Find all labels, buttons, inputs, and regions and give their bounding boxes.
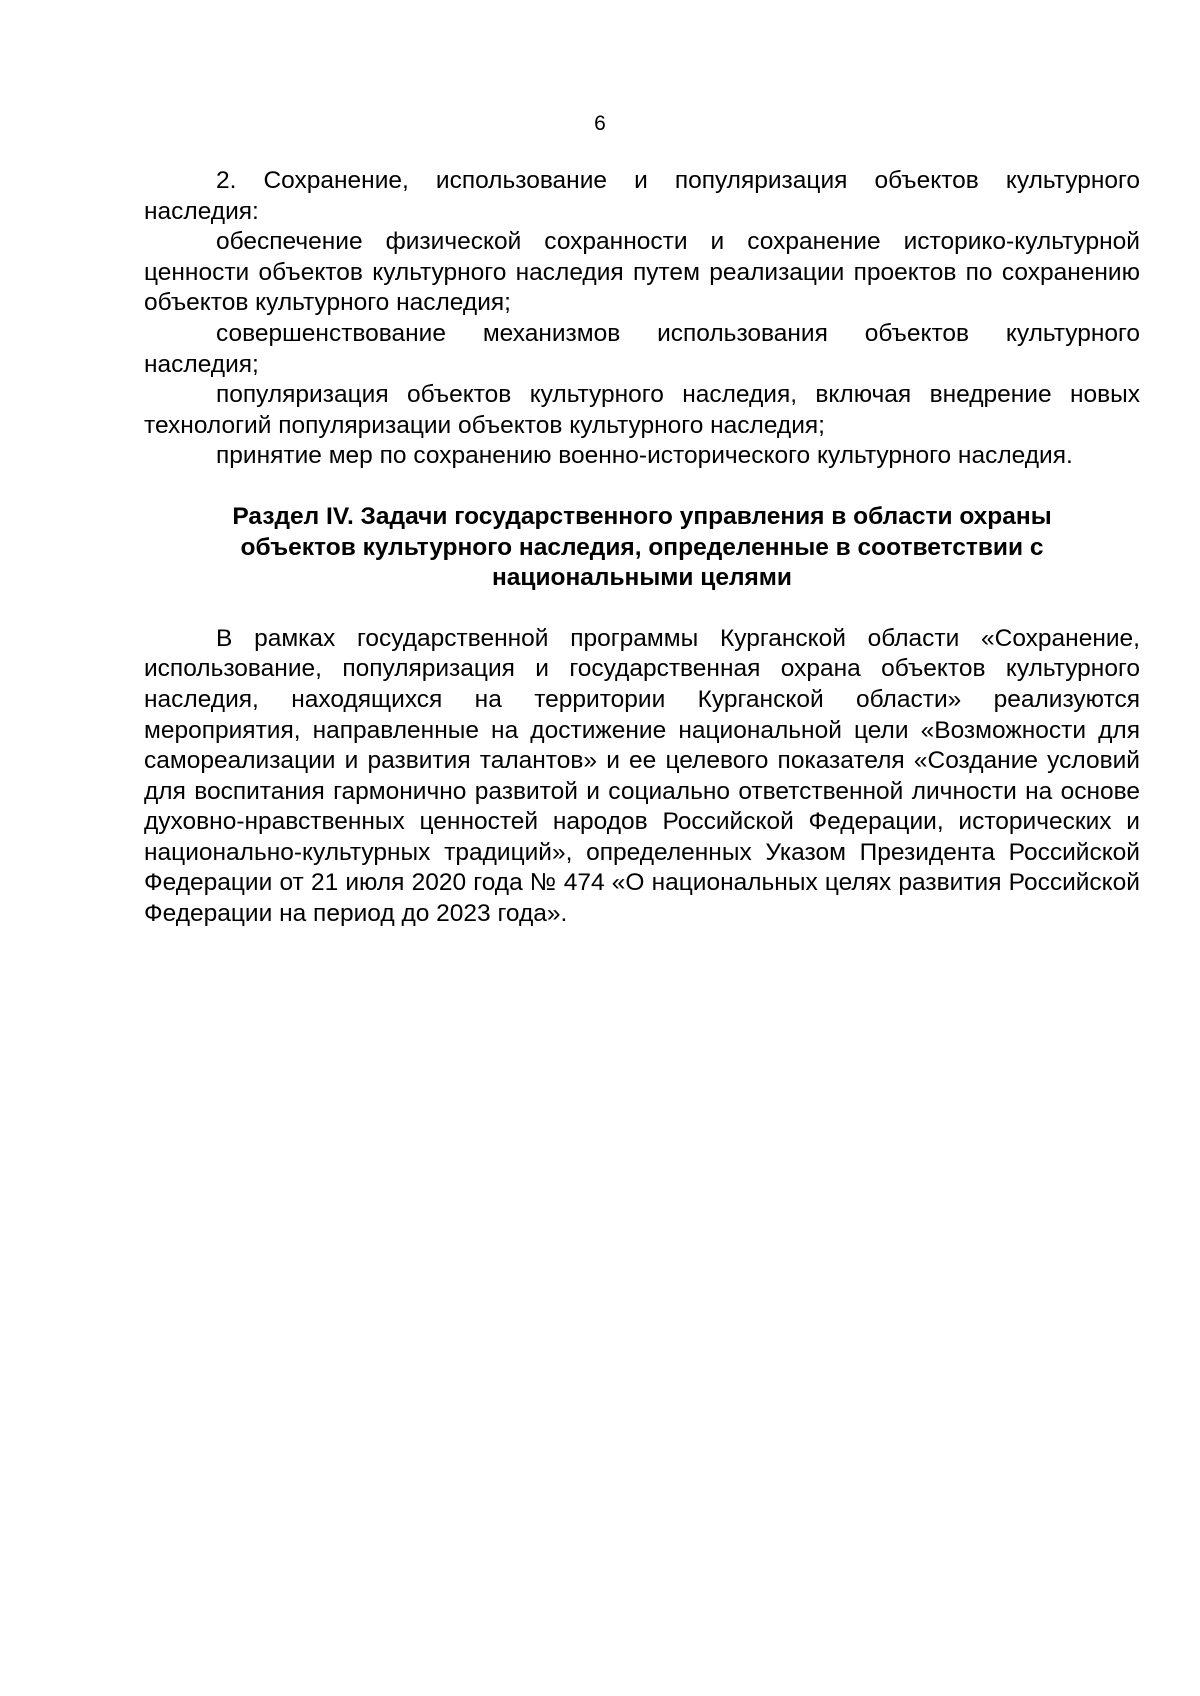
list-item-paragraph: совершенствование механизмов использования объектов культурного наследия; <box>144 319 1140 378</box>
section-title <box>144 502 1140 594</box>
list-item-paragraph: принятие мер по сохранению военно-исторического культурного наследия. <box>216 442 1073 470</box>
section-title-line: Раздел IV. Задачи государственного управления в области охраны <box>232 502 1052 530</box>
body-paragraph: В рамках государственной программы Курганской области «Сохранение, использование, популяризация и государственная охрана объектов культурного наследия, находящихся на территории Курганской области» реализуются мероприятия, направленные на достижение национальной цели «Возможности для самореализации и развития талантов» и ее целевого показателя «Создание условий для воспитания гармонично развитой и социально ответственной личности на основе духовно-нравственных ценностей народов Российской Федерации, исторических и национально-культурных традиций», определенных Указом Президента Российской Федерации от 21 июля 2020 года № 474 «О национальных целях развития Российской Федерации на период до 2023 года». <box>144 624 1140 928</box>
section-title-line: объектов культурного наследия, определенные в соответствии с <box>240 533 1044 561</box>
page-content <box>144 166 1140 930</box>
page-number: 6 <box>594 112 606 135</box>
list-item-paragraph: популяризация объектов культурного наследия, включая внедрение новых технологий популяризации объектов культурного наследия; <box>144 381 1140 439</box>
section-title-line: национальными целями <box>491 564 792 592</box>
list-item-paragraph: обеспечение физической сохранности и сохранение историко-культурной ценности объектов культурного наследия путем реализации проектов по сохранению объектов культурного наследия; <box>144 228 1140 317</box>
list-heading-paragraph: 2. Сохранение, использование и популяризация объектов культурного наследия: <box>144 167 1140 225</box>
